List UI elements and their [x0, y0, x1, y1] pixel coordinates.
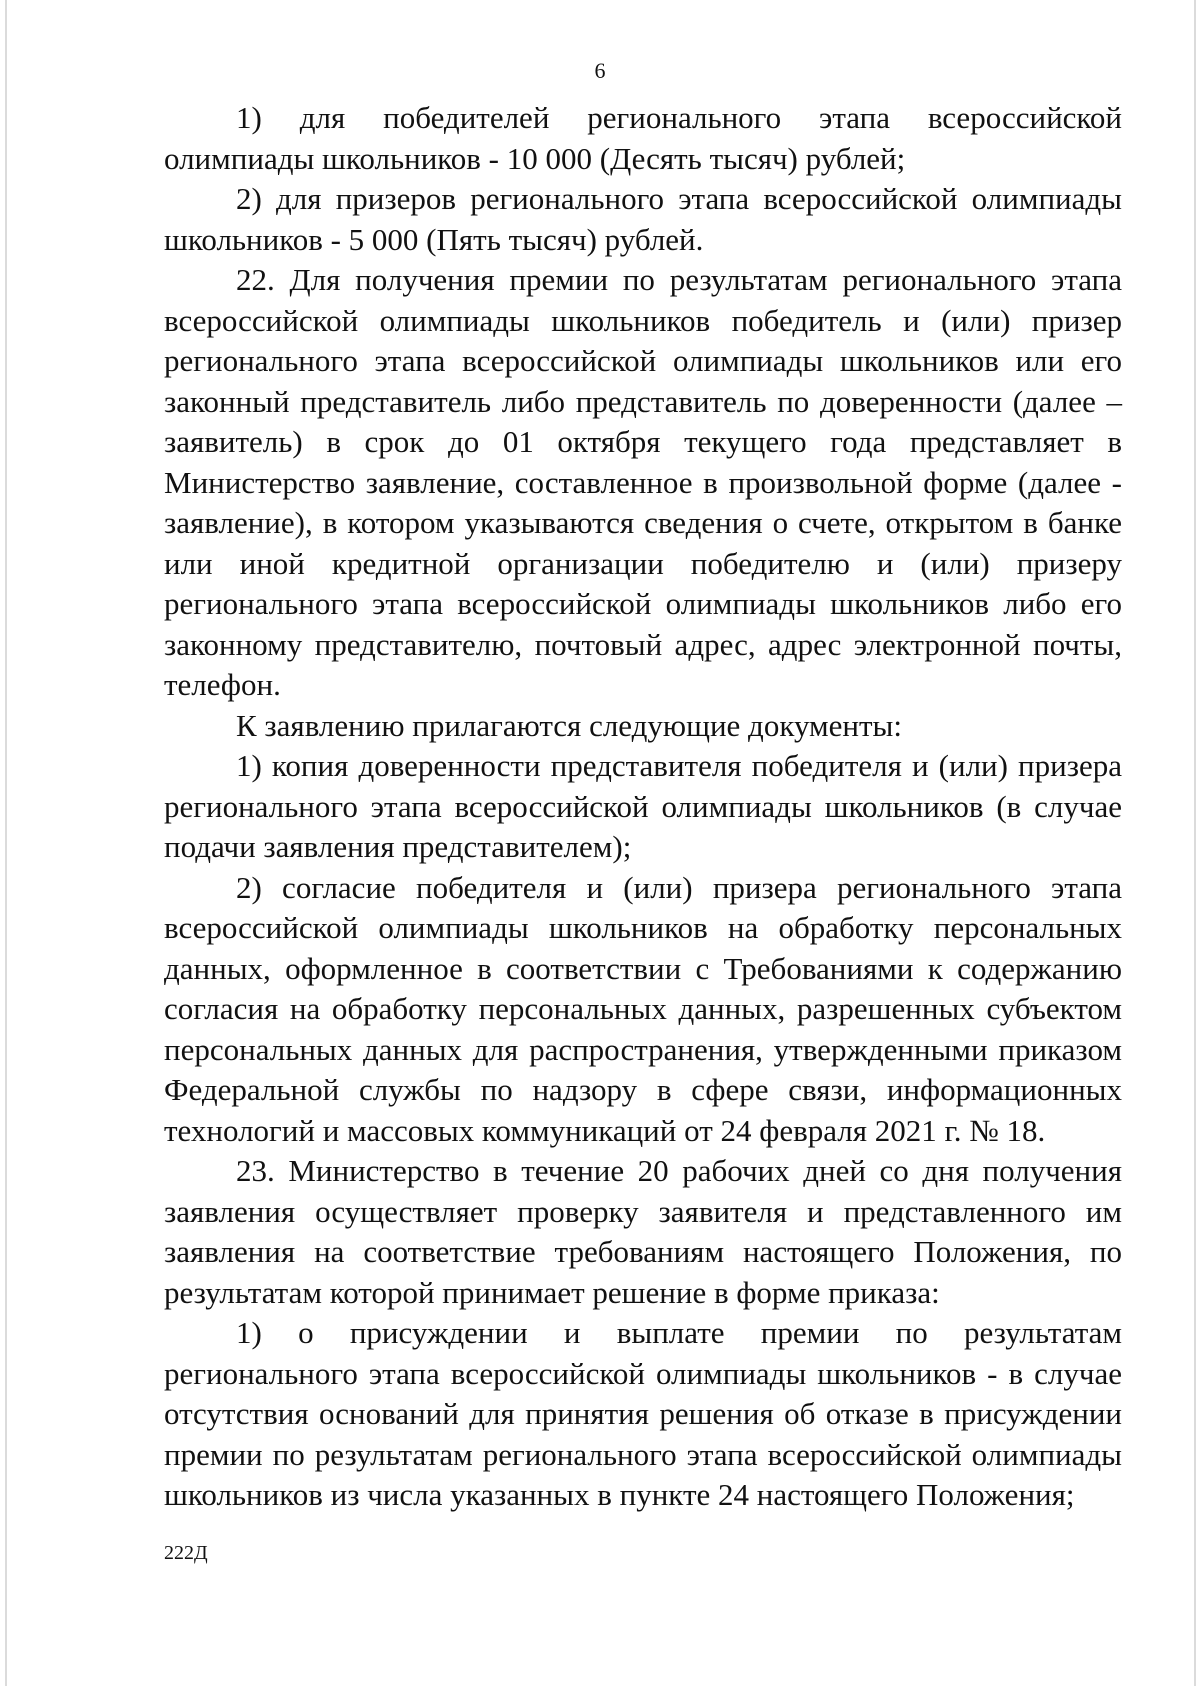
- attached-document-1: 1) копия доверенности представителя победителя и (или) призера регионального этапа всероссийской олимпиады школьников (в случае подачи заявления представителем);: [164, 748, 1122, 864]
- document-body: [164, 98, 1122, 1516]
- decision-item-1: 1) о присуждении и выплате премии по результатам регионального этапа всероссийской олимпиады школьников - в случае отсутствия оснований для принятия решения об отказе в присуждении премии по результатам регионального этапа всероссийской олимпиады школьников из числа указанных в пункте 24 настоящего Положения;: [164, 1315, 1122, 1512]
- paragraph-2: 2) для призеров регионального этапа всероссийской олимпиады школьников - 5 000 (Пять тысяч) рублей.: [164, 181, 1122, 257]
- paragraph-23: 23. Министерство в течение 20 рабочих дней со дня получения заявления осуществляет проверку заявителя и представленного им заявления на соответствие требованиям настоящего Положения, по результатам которой принимает решение в форме приказа:: [164, 1153, 1122, 1310]
- attached-document-2: 2) согласие победителя и (или) призера регионального этапа всероссийской олимпиады школьников на обработку персональных данных, оформленное в соответствии с Требованиями к содержанию согласия на обработку персональных данных, разрешенных субъектом персональных данных для распространения, утвержденными приказом Федеральной службы по надзору в сфере связи, информационных технологий и массовых коммуникаций от 24 февраля 2021 г. № 18.: [164, 869, 1122, 1148]
- paragraph-1: 1) для победителей регионального этапа всероссийской олимпиады школьников - 10 000 (Десять тысяч) рублей;: [164, 100, 1122, 176]
- document-code: 222Д: [164, 1542, 208, 1564]
- attached-documents-heading: К заявлению прилагаются следующие документы:: [236, 707, 902, 743]
- paragraph-22: 22. Для получения премии по результатам регионального этапа всероссийской олимпиады школьников победитель и (или) призер регионального этапа всероссийской олимпиады школьников или его законный представитель либо представитель по доверенности (далее – заявитель) в срок до 01 октября текущего года представляет в Министерство заявление, составленное в произвольной форме (далее - заявление), в котором указываются сведения о счете, открытом в банке или иной кредитной организации победителю и (или) призеру регионального этапа всероссийской олимпиады школьников либо его законному представителю, почтовый адрес, адрес электронной почты, телефон.: [164, 262, 1122, 702]
- left-scan-edge: [5, 0, 7, 1686]
- page-number: 6: [594, 58, 606, 83]
- right-scan-edge: [1194, 0, 1196, 1686]
